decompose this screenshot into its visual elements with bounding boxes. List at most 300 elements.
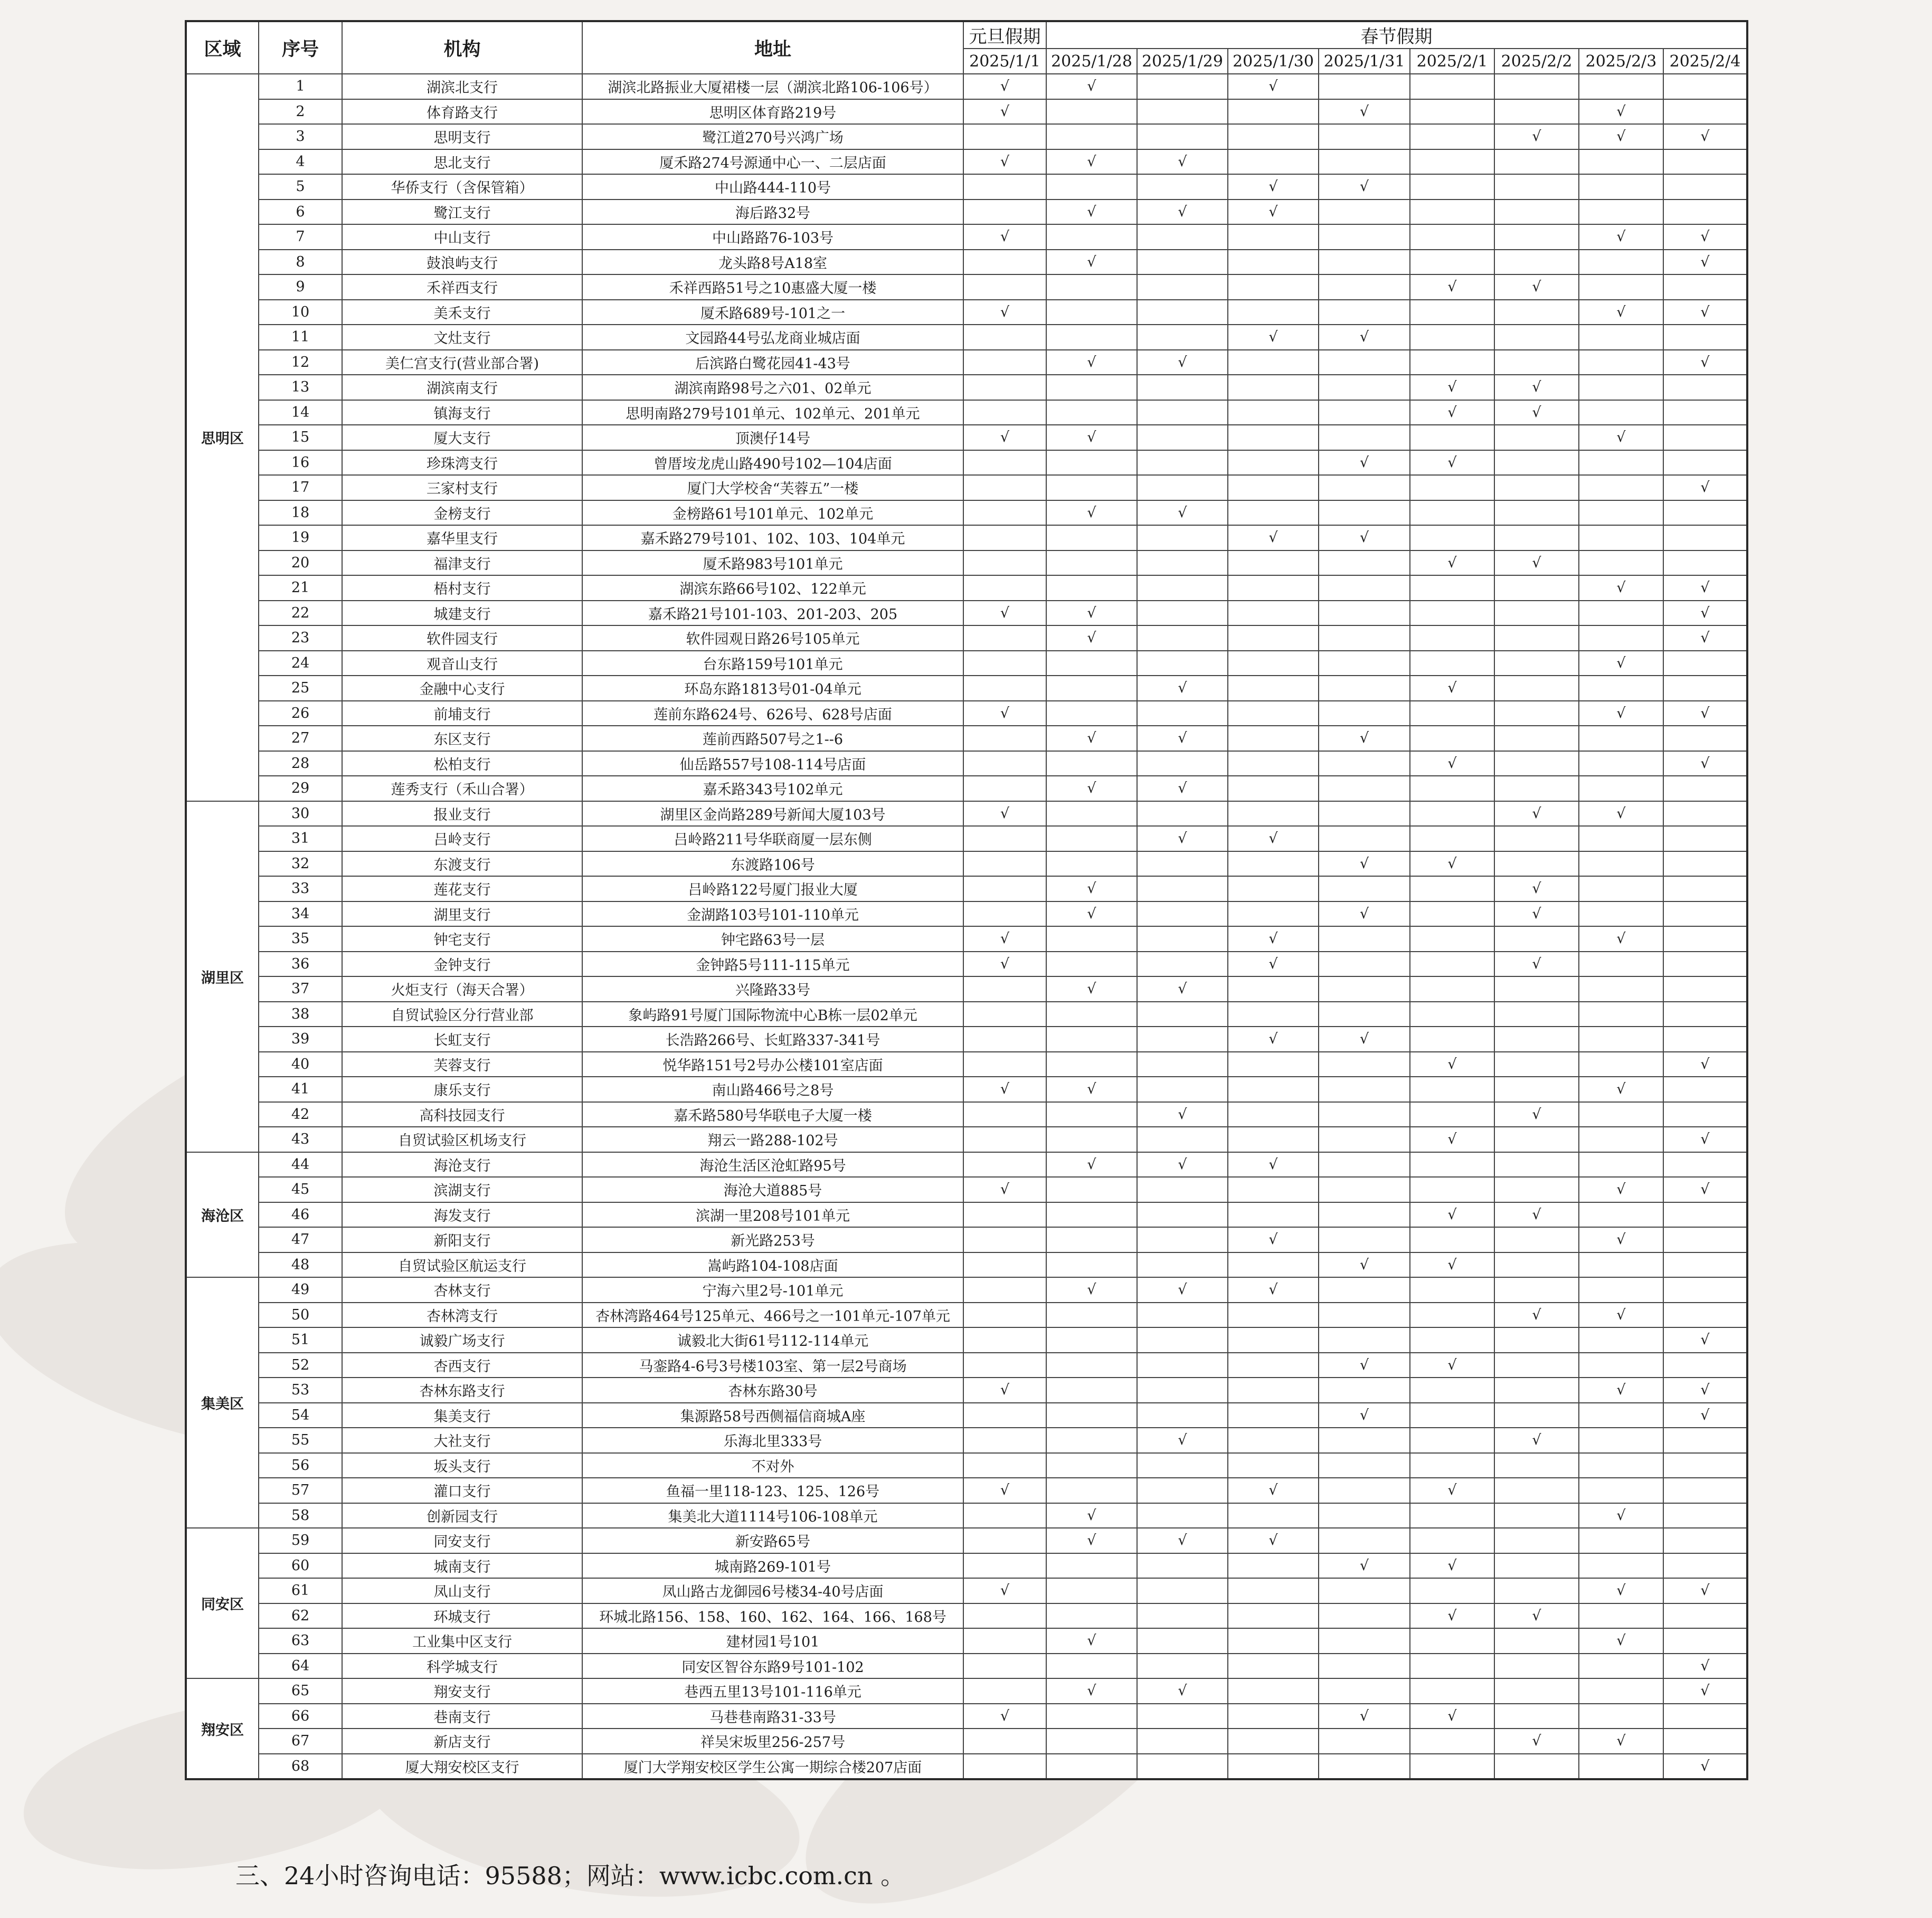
open-day-cell xyxy=(1228,1754,1319,1780)
open-day-cell xyxy=(963,350,1046,375)
open-day-cell xyxy=(1663,851,1747,877)
address-cell: 厦禾路274号源通中心一、二层店面 xyxy=(582,149,963,175)
open-day-cell xyxy=(1663,801,1747,827)
header-date: 2025/2/3 xyxy=(1579,49,1663,74)
open-day-cell xyxy=(1663,1578,1747,1603)
open-day-cell xyxy=(1663,1478,1747,1503)
open-day-cell xyxy=(963,726,1046,751)
table-row xyxy=(186,1303,1747,1328)
checkmark-icon: √ xyxy=(1178,1532,1187,1549)
open-day-cell xyxy=(1579,1202,1663,1228)
open-day-cell xyxy=(1137,1428,1228,1453)
open-day-cell xyxy=(1663,1002,1747,1027)
open-day-cell xyxy=(1494,174,1579,200)
table-row xyxy=(186,1052,1747,1077)
open-day-cell xyxy=(1137,1077,1228,1102)
seq-cell: 18 xyxy=(259,500,342,526)
checkmark-icon: √ xyxy=(1700,1582,1710,1599)
checkmark-icon: √ xyxy=(1700,354,1710,371)
address-cell: 集美北大道1114号106-108单元 xyxy=(582,1503,963,1528)
open-day-cell xyxy=(1046,1127,1137,1152)
address-cell: 海沧生活区沧虹路95号 xyxy=(582,1152,963,1178)
holiday-schedule-sheet xyxy=(185,20,1748,1780)
open-day-cell xyxy=(1319,1678,1410,1704)
checkmark-icon: √ xyxy=(1359,1356,1369,1373)
open-day-cell xyxy=(1579,300,1663,325)
open-day-cell xyxy=(1319,1403,1410,1428)
address-cell: 兴隆路33号 xyxy=(582,976,963,1002)
seq-cell: 58 xyxy=(259,1503,342,1528)
open-day-cell xyxy=(963,1077,1046,1102)
open-day-cell xyxy=(1663,1227,1747,1252)
address-cell: 仙岳路557号108-114号店面 xyxy=(582,751,963,776)
open-day-cell xyxy=(1319,274,1410,300)
seq-cell: 6 xyxy=(259,200,342,225)
open-day-cell xyxy=(1410,976,1494,1002)
checkmark-icon: √ xyxy=(1087,354,1096,371)
open-day-cell xyxy=(1137,425,1228,450)
address-cell: 悦华路151号2号办公楼101室店面 xyxy=(582,1052,963,1077)
checkmark-icon: √ xyxy=(1616,128,1626,145)
checkmark-icon: √ xyxy=(1087,504,1096,521)
checkmark-icon: √ xyxy=(1087,203,1096,220)
header-date: 2025/1/31 xyxy=(1319,49,1410,74)
open-day-cell xyxy=(1319,1303,1410,1328)
open-day-cell xyxy=(1228,375,1319,400)
table-row xyxy=(186,1603,1747,1629)
open-day-cell xyxy=(1319,1052,1410,1077)
open-day-cell xyxy=(1137,651,1228,676)
open-day-cell xyxy=(1137,726,1228,751)
table-row xyxy=(186,1077,1747,1102)
seq-cell: 42 xyxy=(259,1102,342,1127)
seq-cell: 15 xyxy=(259,425,342,450)
open-day-cell xyxy=(1228,1503,1319,1528)
open-day-cell xyxy=(1319,174,1410,200)
seq-cell: 30 xyxy=(259,801,342,827)
open-day-cell xyxy=(1319,1227,1410,1252)
checkmark-icon: √ xyxy=(1000,604,1010,621)
open-day-cell xyxy=(1046,1503,1137,1528)
table-row xyxy=(186,200,1747,225)
seq-cell: 27 xyxy=(259,726,342,751)
open-day-cell xyxy=(1663,1628,1747,1654)
seq-cell: 24 xyxy=(259,651,342,676)
open-day-cell xyxy=(1410,726,1494,751)
open-day-cell xyxy=(1579,1654,1663,1679)
seq-cell: 39 xyxy=(259,1027,342,1052)
open-day-cell xyxy=(1137,1453,1228,1478)
table-row xyxy=(186,1027,1747,1052)
open-day-cell xyxy=(1410,350,1494,375)
open-day-cell xyxy=(1579,976,1663,1002)
open-day-cell xyxy=(963,1277,1046,1303)
open-day-cell xyxy=(1228,1252,1319,1278)
checkmark-icon: √ xyxy=(1447,1707,1457,1724)
checkmark-icon: √ xyxy=(1268,1156,1278,1173)
open-day-cell xyxy=(1579,99,1663,125)
address-cell: 中山路路76-103号 xyxy=(582,224,963,250)
open-day-cell xyxy=(1046,500,1137,526)
table-row xyxy=(186,375,1747,400)
address-cell: 长浩路266号、长虹路337-341号 xyxy=(582,1027,963,1052)
open-day-cell xyxy=(1046,475,1137,500)
open-day-cell xyxy=(1579,1704,1663,1729)
table-row xyxy=(186,676,1747,701)
open-day-cell xyxy=(1494,726,1579,751)
open-day-cell xyxy=(1046,1654,1137,1679)
checkmark-icon: √ xyxy=(1087,880,1096,897)
open-day-cell xyxy=(1579,1077,1663,1102)
open-day-cell xyxy=(1579,525,1663,550)
open-day-cell xyxy=(1319,300,1410,325)
open-day-cell xyxy=(1494,375,1579,400)
branch-cell: 康乐支行 xyxy=(342,1077,582,1102)
address-cell: 金榜路61号101单元、102单元 xyxy=(582,500,963,526)
seq-cell: 22 xyxy=(259,601,342,626)
open-day-cell xyxy=(1494,525,1579,550)
open-day-cell xyxy=(1319,425,1410,450)
open-day-cell xyxy=(1579,1252,1663,1278)
checkmark-icon: √ xyxy=(1000,303,1010,320)
table-row xyxy=(186,1704,1747,1729)
open-day-cell xyxy=(963,1102,1046,1127)
checkmark-icon: √ xyxy=(1268,178,1278,195)
table-row xyxy=(186,851,1747,877)
open-day-cell xyxy=(1046,1027,1137,1052)
checkmark-icon: √ xyxy=(1087,429,1096,446)
branch-cell: 海发支行 xyxy=(342,1202,582,1228)
branch-cell: 吕岭支行 xyxy=(342,826,582,851)
table-row xyxy=(186,625,1747,651)
open-day-cell xyxy=(1137,475,1228,500)
open-day-cell xyxy=(963,375,1046,400)
address-cell: 翔云一路288-102号 xyxy=(582,1127,963,1152)
open-day-cell xyxy=(1319,124,1410,149)
open-day-cell xyxy=(1579,601,1663,626)
seq-cell: 48 xyxy=(259,1252,342,1278)
seq-cell: 5 xyxy=(259,174,342,200)
open-day-cell xyxy=(1579,1277,1663,1303)
open-day-cell xyxy=(1410,1177,1494,1202)
open-day-cell xyxy=(1046,1102,1137,1127)
open-day-cell xyxy=(1410,952,1494,977)
open-day-cell xyxy=(1319,1027,1410,1052)
open-day-cell xyxy=(1319,475,1410,500)
open-day-cell xyxy=(1579,826,1663,851)
open-day-cell xyxy=(963,751,1046,776)
address-cell: 巷西五里13号101-116单元 xyxy=(582,1678,963,1704)
address-cell: 莲前西路507号之1--6 xyxy=(582,726,963,751)
open-day-cell xyxy=(1494,1628,1579,1654)
header-date: 2025/2/1 xyxy=(1410,49,1494,74)
checkmark-icon: √ xyxy=(1616,429,1626,446)
table-row xyxy=(186,1252,1747,1278)
open-day-cell xyxy=(1579,726,1663,751)
branch-cell: 三家村支行 xyxy=(342,475,582,500)
checkmark-icon: √ xyxy=(1178,354,1187,371)
checkmark-icon: √ xyxy=(1087,1156,1096,1173)
open-day-cell xyxy=(1663,976,1747,1002)
checkmark-icon: √ xyxy=(1532,805,1541,822)
table-row xyxy=(186,776,1747,801)
seq-cell: 14 xyxy=(259,400,342,425)
seq-cell: 44 xyxy=(259,1152,342,1178)
open-day-cell xyxy=(1046,250,1137,275)
branch-cell: 火炬支行（海天合署） xyxy=(342,976,582,1002)
open-day-cell xyxy=(1228,926,1319,952)
open-day-cell xyxy=(1319,400,1410,425)
open-day-cell xyxy=(1228,224,1319,250)
checkmark-icon: √ xyxy=(1268,78,1278,95)
open-day-cell xyxy=(1046,601,1137,626)
open-day-cell xyxy=(1663,274,1747,300)
checkmark-icon: √ xyxy=(1087,905,1096,922)
open-day-cell xyxy=(1228,500,1319,526)
header-newyear-holiday: 元旦假期 xyxy=(963,21,1046,49)
open-day-cell xyxy=(1228,1227,1319,1252)
open-day-cell xyxy=(1663,450,1747,476)
open-day-cell xyxy=(963,1227,1046,1252)
open-day-cell xyxy=(963,1704,1046,1729)
open-day-cell xyxy=(1663,1202,1747,1228)
open-day-cell xyxy=(1494,1654,1579,1679)
open-day-cell xyxy=(1410,475,1494,500)
branch-cell: 湖滨北支行 xyxy=(342,74,582,99)
open-day-cell xyxy=(963,1327,1046,1353)
branch-cell: 坂头支行 xyxy=(342,1453,582,1478)
checkmark-icon: √ xyxy=(1359,103,1369,120)
open-day-cell xyxy=(1410,425,1494,450)
open-day-cell xyxy=(1410,601,1494,626)
checkmark-icon: √ xyxy=(1700,128,1710,145)
checkmark-icon: √ xyxy=(1447,680,1457,697)
checkmark-icon: √ xyxy=(1700,1657,1710,1674)
open-day-cell xyxy=(1046,801,1137,827)
open-day-cell xyxy=(1494,625,1579,651)
open-day-cell xyxy=(1137,400,1228,425)
open-day-cell xyxy=(1579,1177,1663,1202)
open-day-cell xyxy=(1046,1002,1137,1027)
open-day-cell xyxy=(1663,1428,1747,1453)
address-cell: 杏林湾路464号125单元、466号之一101单元-107单元 xyxy=(582,1303,963,1328)
open-day-cell xyxy=(1663,726,1747,751)
open-day-cell xyxy=(1663,1403,1747,1428)
seq-cell: 33 xyxy=(259,876,342,901)
checkmark-icon: √ xyxy=(1532,1206,1541,1223)
open-day-cell xyxy=(1663,1177,1747,1202)
open-day-cell xyxy=(1319,1002,1410,1027)
open-day-cell xyxy=(1046,1478,1137,1503)
open-day-cell xyxy=(1137,1578,1228,1603)
open-day-cell xyxy=(1228,1327,1319,1353)
open-day-cell xyxy=(1046,1202,1137,1228)
open-day-cell xyxy=(1663,550,1747,576)
open-day-cell xyxy=(1494,826,1579,851)
open-day-cell xyxy=(1137,174,1228,200)
table-row xyxy=(186,1327,1747,1353)
open-day-cell xyxy=(963,1654,1046,1679)
open-day-cell xyxy=(963,676,1046,701)
checkmark-icon: √ xyxy=(1087,981,1096,998)
open-day-cell xyxy=(1228,1077,1319,1102)
open-day-cell xyxy=(1319,851,1410,877)
seq-cell: 10 xyxy=(259,300,342,325)
address-cell: 思明区体育路219号 xyxy=(582,99,963,125)
address-cell: 文园路44号弘龙商业城店面 xyxy=(582,325,963,350)
open-day-cell xyxy=(1579,901,1663,927)
open-day-cell xyxy=(1137,1177,1228,1202)
checkmark-icon: √ xyxy=(1700,1332,1710,1349)
checkmark-icon: √ xyxy=(1087,1532,1096,1549)
branch-cell: 灌口支行 xyxy=(342,1478,582,1503)
open-day-cell xyxy=(1663,1453,1747,1478)
open-day-cell xyxy=(1494,1378,1579,1403)
table-row xyxy=(186,450,1747,476)
seq-cell: 41 xyxy=(259,1077,342,1102)
checkmark-icon: √ xyxy=(1616,229,1626,245)
table-row xyxy=(186,1578,1747,1603)
branch-cell: 新店支行 xyxy=(342,1729,582,1754)
seq-cell: 60 xyxy=(259,1553,342,1579)
open-day-cell xyxy=(1494,601,1579,626)
open-day-cell xyxy=(1046,751,1137,776)
checkmark-icon: √ xyxy=(1087,630,1096,647)
branch-cell: 大社支行 xyxy=(342,1428,582,1453)
open-day-cell xyxy=(1410,450,1494,476)
open-day-cell xyxy=(1228,1478,1319,1503)
open-day-cell xyxy=(1494,1754,1579,1780)
open-day-cell xyxy=(1494,876,1579,901)
open-day-cell xyxy=(1046,450,1137,476)
open-day-cell xyxy=(963,325,1046,350)
checkmark-icon: √ xyxy=(1359,1256,1369,1273)
checkmark-icon: √ xyxy=(1087,253,1096,270)
table-row xyxy=(186,1353,1747,1378)
open-day-cell xyxy=(1046,350,1137,375)
branch-cell: 巷南支行 xyxy=(342,1704,582,1729)
checkmark-icon: √ xyxy=(1447,1056,1457,1072)
table-row xyxy=(186,350,1747,375)
open-day-cell xyxy=(1319,1277,1410,1303)
open-day-cell xyxy=(1494,1403,1579,1428)
open-day-cell xyxy=(1663,1303,1747,1328)
address-cell: 环城北路156、158、160、162、164、166、168号 xyxy=(582,1603,963,1629)
header-date: 2025/1/30 xyxy=(1228,49,1319,74)
open-day-cell xyxy=(1663,751,1747,776)
seq-cell: 37 xyxy=(259,976,342,1002)
branch-cell: 思北支行 xyxy=(342,149,582,175)
seq-cell: 64 xyxy=(259,1654,342,1679)
address-cell: 凤山路古龙御园6号楼34-40号店面 xyxy=(582,1578,963,1603)
open-day-cell xyxy=(1410,1202,1494,1228)
open-day-cell xyxy=(1579,174,1663,200)
open-day-cell xyxy=(1579,500,1663,526)
seq-cell: 38 xyxy=(259,1002,342,1027)
open-day-cell xyxy=(1046,1277,1137,1303)
open-day-cell xyxy=(1228,1654,1319,1679)
open-day-cell xyxy=(1663,74,1747,99)
open-day-cell xyxy=(1319,325,1410,350)
seq-cell: 21 xyxy=(259,575,342,601)
open-day-cell xyxy=(1494,1227,1579,1252)
open-day-cell xyxy=(1410,676,1494,701)
open-day-cell xyxy=(963,525,1046,550)
open-day-cell xyxy=(1137,1052,1228,1077)
table-row xyxy=(186,99,1747,125)
checkmark-icon: √ xyxy=(1359,855,1369,872)
branch-cell: 诚毅广场支行 xyxy=(342,1327,582,1353)
open-day-cell xyxy=(1410,1704,1494,1729)
address-cell: 诚毅北大街61号112-114单元 xyxy=(582,1327,963,1353)
checkmark-icon: √ xyxy=(1532,128,1541,145)
open-day-cell xyxy=(1410,1578,1494,1603)
branch-cell: 自贸试验区机场支行 xyxy=(342,1127,582,1152)
checkmark-icon: √ xyxy=(1700,604,1710,621)
checkmark-icon: √ xyxy=(1447,1557,1457,1574)
open-day-cell xyxy=(1046,1704,1137,1729)
open-day-cell xyxy=(1046,149,1137,175)
open-day-cell xyxy=(1137,1327,1228,1353)
open-day-cell xyxy=(1410,701,1494,726)
open-day-cell xyxy=(1228,851,1319,877)
seq-cell: 17 xyxy=(259,475,342,500)
checkmark-icon: √ xyxy=(1000,429,1010,446)
open-day-cell xyxy=(1494,1428,1579,1453)
checkmark-icon: √ xyxy=(1087,153,1096,170)
open-day-cell xyxy=(1494,1353,1579,1378)
checkmark-icon: √ xyxy=(1700,229,1710,245)
open-day-cell xyxy=(1228,601,1319,626)
open-day-cell xyxy=(1410,300,1494,325)
open-day-cell xyxy=(1046,1578,1137,1603)
seq-cell: 25 xyxy=(259,676,342,701)
address-cell: 软件园观日路26号105单元 xyxy=(582,625,963,651)
table-row xyxy=(186,300,1747,325)
open-day-cell xyxy=(1046,1603,1137,1629)
open-day-cell xyxy=(963,601,1046,626)
open-day-cell xyxy=(1046,1453,1137,1478)
seq-cell: 35 xyxy=(259,926,342,952)
open-day-cell xyxy=(963,550,1046,576)
open-day-cell xyxy=(963,1553,1046,1579)
open-day-cell xyxy=(963,976,1046,1002)
checkmark-icon: √ xyxy=(1178,1683,1187,1699)
open-day-cell xyxy=(1410,926,1494,952)
open-day-cell xyxy=(1228,676,1319,701)
seq-cell: 66 xyxy=(259,1704,342,1729)
seq-cell: 1 xyxy=(259,74,342,99)
checkmark-icon: √ xyxy=(1447,855,1457,872)
branch-cell: 科学城支行 xyxy=(342,1654,582,1679)
seq-cell: 28 xyxy=(259,751,342,776)
open-day-cell xyxy=(1410,876,1494,901)
seq-cell: 7 xyxy=(259,224,342,250)
address-cell: 湖滨南路98号之六01、02单元 xyxy=(582,375,963,400)
open-day-cell xyxy=(1319,1102,1410,1127)
open-day-cell xyxy=(1494,776,1579,801)
open-day-cell xyxy=(1137,625,1228,651)
checkmark-icon: √ xyxy=(1268,1532,1278,1549)
table-row xyxy=(186,1102,1747,1127)
open-day-cell xyxy=(1663,325,1747,350)
open-day-cell xyxy=(1228,751,1319,776)
checkmark-icon: √ xyxy=(1000,1081,1010,1098)
open-day-cell xyxy=(1319,525,1410,550)
open-day-cell xyxy=(1228,274,1319,300)
branch-cell: 高科技园支行 xyxy=(342,1102,582,1127)
open-day-cell xyxy=(1046,200,1137,225)
